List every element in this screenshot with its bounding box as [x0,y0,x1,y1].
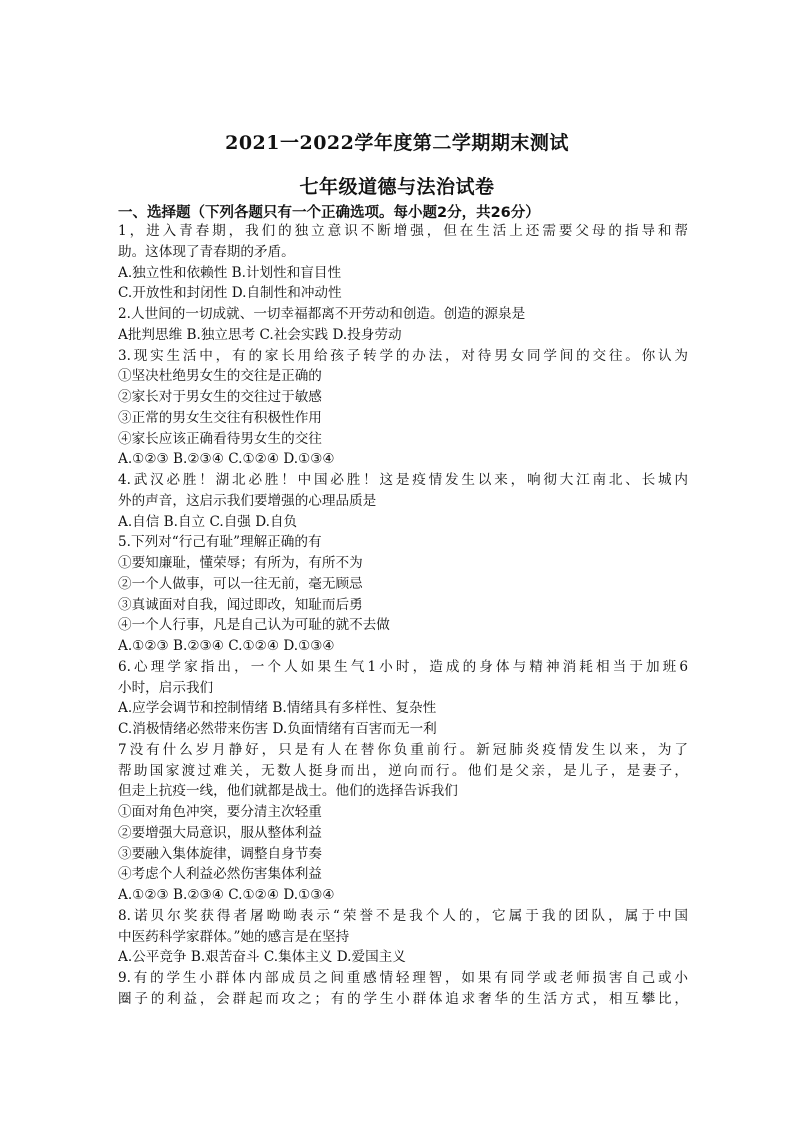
text-line: ③正常的男女生交往有积极性作用 [118,409,322,426]
exam-subtitle: 七年级道德与法治试卷 [299,176,495,198]
text-line: ④一个人行事，凡是自己认为可耻的就不去做 [118,617,390,634]
text-line: 中医药科学家群体。”她的感言是在坚持 [118,928,350,945]
text-line: ①坚决杜绝男女生的交往是正确的 [118,368,322,385]
text-line: 7没有什么岁月静好，只是有人在替你负重前行。新冠肺炎疫情发生以来，为了 [118,741,688,758]
text-line: 6.心理学家指出，一个人如果生气1小时，造成的身体与精神消耗相当于加班6 [118,658,688,675]
text-line: A.独立性和依赖性 B.计划性和盲目性 [118,264,342,281]
text-line: ③真诚面对自我，闻过即改，知耻而后勇 [118,596,363,613]
text-line: 3.现实生活中，有的家长用给孩子转学的办法，对待男女同学间的交往。你认为 [118,347,688,364]
text-line: ②一个人做事，可以一往无前，毫无顾忌 [118,575,363,592]
text-line: 但走上抗疫一线，他们就都是战士。他们的选择告诉我们 [118,783,458,800]
text-line: 5.下列对“行己有耻”理解正确的有 [118,534,322,551]
text-line: 9.有的学生小群体内部成员之间重感情轻理智，如果有同学或老师损害自己或小 [118,970,688,986]
text-line: 1，进入青春期，我们的独立意识不断增强，但在生活上还需要父母的指导和帮 [118,223,688,239]
text-line: 帮助国家渡过难关，无数人挺身而出，逆向而行。他们是父亲，是儿子，是妻子， [118,762,688,779]
text-line: ①要知廉耻，懂荣辱；有所为，有所不为 [118,555,363,571]
section-heading: 一、选择题（下列各题只有一个正确选项。每小题2分，共26分） [118,205,540,221]
text-line: C.开放性和封闭性 D.自制性和冲动性 [118,285,342,302]
question-body [118,221,688,1010]
text-line: A批判思维 B.独立思考 C.社会实践 D.投身劳动 [118,326,402,343]
text-line: 小时，启示我们 [118,679,214,696]
text-line: A.①②③ B.②③④ C.①②④ D.①③④ [118,451,335,468]
text-line: A.①②③ B.②③④ C.①②④ D.①③④ [118,887,335,903]
text-line: ④考虑个人利益必然伤害集体利益 [118,866,322,883]
text-line: 圈子的利益，会群起而攻之；有的学生小群体追求奢华的生活方式，相互攀比， [118,990,688,1007]
text-line: 外的声音，这启示我们要增强的心理品质是 [118,492,377,509]
text-line: 4.武汉必胜！湖北必胜！中国必胜！这是疫情发生以来，响彻大江南北、长城内 [118,472,688,488]
text-line: 2.人世间的一切成就、一切幸福都离不开劳动和创造。创造的源泉是 [118,306,526,322]
text-line: ③要融入集体旋律，调整自身节奏 [118,845,322,862]
text-line: 助。这体现了青春期的矛盾。 [118,243,295,260]
text-line: ①面对角色冲突，要分清主次轻重 [118,804,322,820]
text-line: ②家长对于男女生的交往过于敏感 [118,389,322,405]
text-line: A.公平竞争 B.艰苦奋斗 C.集体主义 D.爱国主义 [118,949,406,966]
text-line: 8.诺贝尔奖获得者屠呦呦表示“荣誉不是我个人的，它属于我的团队，属于中国 [118,907,688,924]
exam-title: 2021一2022学年度第二学期期末测试 [225,132,569,154]
text-line: A.自信 B.自立 C.自强 D.自负 [118,513,298,530]
text-line: ④家长应该正确看待男女生的交往 [118,430,322,447]
text-line: ②要增强大局意识，服从整体利益 [118,824,322,841]
text-line: C.消极情绪必然带来伤害 D.负面情绪有百害而无一利 [118,721,437,737]
text-line: A.①②③ B.②③④ C.①②④ D.①③④ [118,638,335,654]
text-line: A.应学会调节和控制情绪 B.情绪具有多样性、复杂性 [118,700,437,717]
